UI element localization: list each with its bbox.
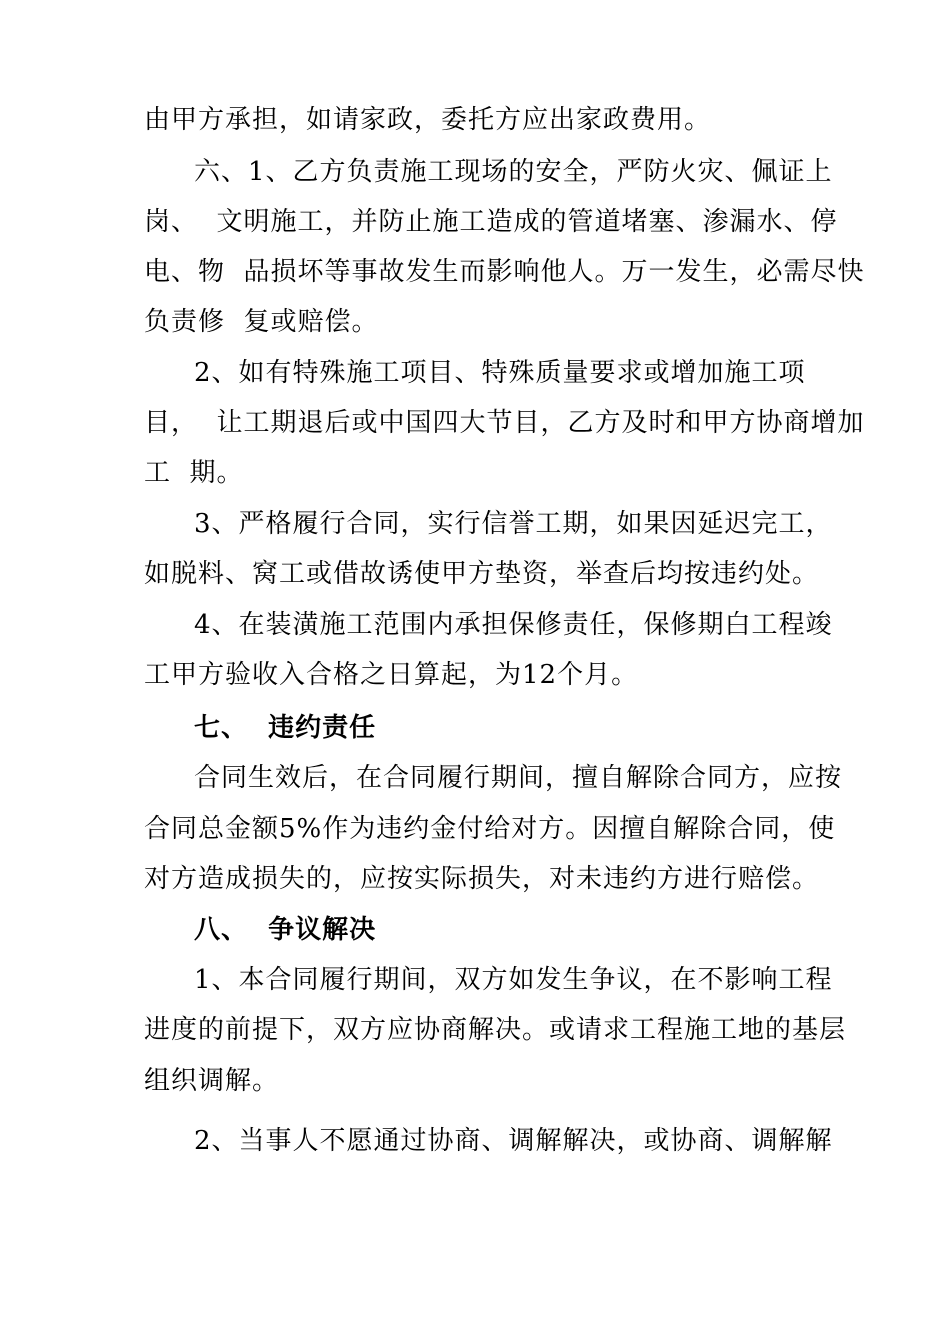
paragraph-line: 目， 让工期退后或中国四大节目，乙方及时和甲方协商增加 — [144, 408, 865, 438]
section-heading-dispute: 八、 争议解决 — [194, 915, 377, 945]
paragraph-line: 负责修 复或赔偿。 — [144, 307, 379, 337]
paragraph-line: 组织调解。 — [144, 1066, 280, 1096]
paragraph-line: 对方造成损失的，应按实际损失，对未违约方进行赔偿。 — [144, 864, 820, 894]
paragraph-line: 工甲方验收入合格之日算起，为12个月。 — [144, 660, 639, 690]
paragraph-line: 1、本合同履行期间，双方如发生争议，在不影响工程 — [194, 965, 833, 995]
section-heading-breach: 七、 违约责任 — [194, 713, 377, 743]
paragraph-line: 2、当事人不愿通过协商、调解解决，或协商、调解解 — [194, 1126, 833, 1156]
paragraph-line: 电、物 品损坏等事故发生而影响他人。万一发生，必需尽快 — [144, 257, 865, 287]
section-six-line: 六、1、乙方负责施工现场的安全，严防火灾、佩证上 — [194, 157, 833, 187]
paragraph-line: 岗、 文明施工，并防止施工造成的管道堵塞、渗漏水、停 — [144, 207, 838, 237]
paragraph-line: 4、在装潢施工范围内承担保修责任，保修期白工程竣 — [194, 610, 833, 640]
paragraph-line: 3、严格履行合同，实行信誉工期，如果因延迟完工， — [194, 509, 833, 539]
paragraph-line: 如脱料、窝工或借故诱使甲方垫资，举查后均按违约处。 — [144, 559, 820, 589]
paragraph-line: 合同生效后，在合同履行期间，擅自解除合同方，应按 — [194, 763, 843, 793]
paragraph-line: 进度的前提下，双方应协商解决。或请求工程施工地的基层 — [144, 1015, 847, 1045]
paragraph-line: 由甲方承担，如请家政，委托方应出家政费用。 — [144, 105, 712, 135]
paragraph-line: 合同总金额5%作为违约金付给对方。因擅自解除合同，使 — [144, 814, 836, 844]
paragraph-line: 工 期。 — [144, 458, 244, 488]
paragraph-line: 2、如有特殊施工项目、特殊质量要求或增加施工项 — [194, 358, 806, 388]
